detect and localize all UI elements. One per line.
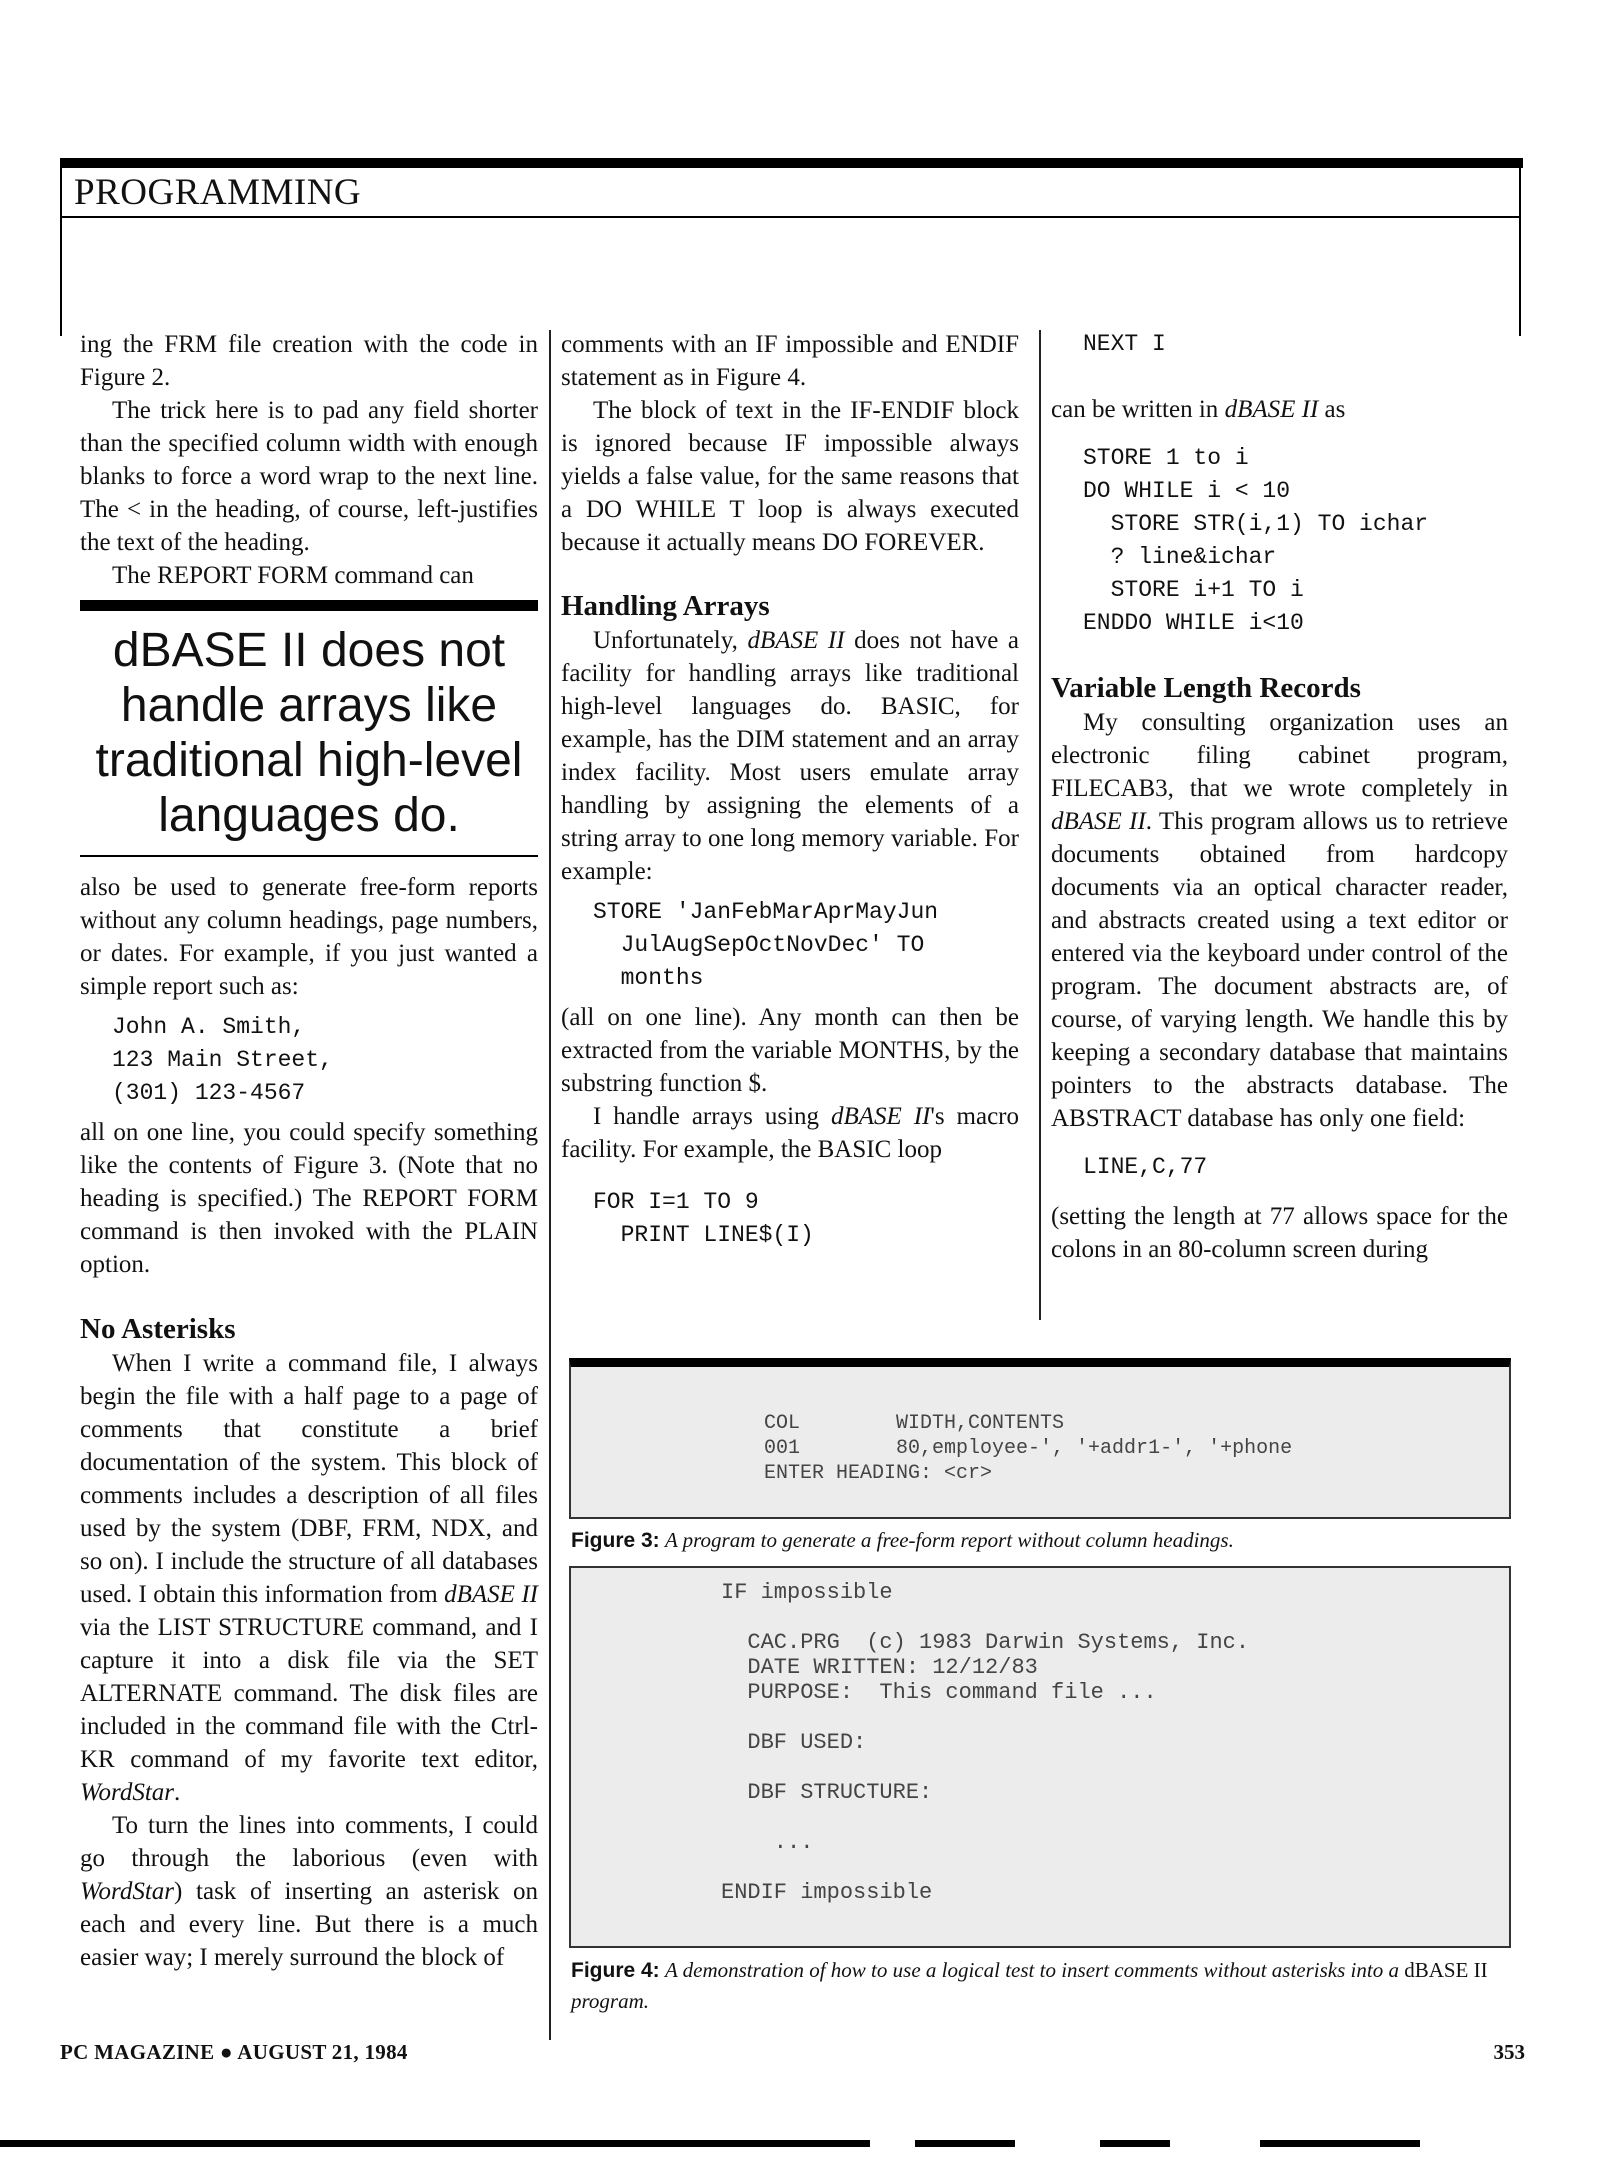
paragraph: (setting the length at 77 allows space for the colons in an 80-column screen during: [1051, 1203, 1508, 1263]
paragraph: Unfortunately, dBASE II does not have a facility for handling arrays like traditional high-level languages do. BASIC, for example, has the DIM statement and an array index facility. Most users emulate array handling by assigning the elements of a string array to one long memory variable. For example:: [561, 627, 1019, 885]
figure-4-box: [569, 1566, 1511, 1948]
edge-bar: [0, 2140, 870, 2147]
subheading-no-asterisks: No Asterisks: [80, 1313, 236, 1345]
pull-quote-bottom-rule: [80, 855, 538, 857]
pull-quote-top-bar: [80, 600, 538, 611]
edge-bar: [1100, 2140, 1170, 2147]
frame-left-line: [60, 218, 62, 336]
figure-3-box: [569, 1358, 1511, 1519]
paragraph: The block of text in the IF-ENDIF block is ignored because IF impossible always yields a false value, for the same reasons that a DO WHILE T loop is always executed because it actually means DO FOREVER.: [561, 397, 1019, 556]
pull-quote-text: dBASE II does not handle arrays like traditional high-level languages do.: [95, 624, 523, 842]
code-example: STORE 1 to i DO WHILE i < 10 STORE STR(i,1) TO ichar ? line&ichar STORE i+1 TO i ENDDO WHILE i<10: [1083, 445, 1429, 636]
code-example: LINE,C,77: [1083, 1154, 1208, 1180]
column-divider-2: [1039, 330, 1041, 1320]
code-example: FOR I=1 TO 9 PRINT LINE$(I): [593, 1189, 814, 1248]
paragraph: (all on one line). Any month can then be extracted from the variable MONTHS, by the substring function $.: [561, 1004, 1019, 1097]
paragraph: My consulting organization uses an electronic filing cabinet program, FILECAB3, that we wrote completely in dBASE II. This program allows us to retrieve documents obtained from hardcopy documents via an optical character reader, and abstracts created using a text editor or entered via the keyboard under control of the program. The document abstracts are, of course, of varying length. We handle this by keeping a secondary database that maintains pointers to the abstracts database. The ABSTRACT database has only one field:: [1051, 709, 1508, 1132]
paragraph: can be written in dBASE II as: [1051, 396, 1346, 423]
figure-3-code: COL WIDTH,CONTENTS 001 80,employee-', '+addr1-', '+phone ENTER HEADING: <cr>: [764, 1412, 1293, 1485]
header-top-rule: [60, 158, 1523, 168]
subheading-handling-arrays: Handling Arrays: [561, 590, 770, 622]
edge-bar: [915, 2140, 1015, 2147]
pull-quote: [80, 600, 538, 857]
edge-bar: [1260, 2140, 1420, 2147]
code-example: NEXT I: [1083, 331, 1166, 357]
column-2: [561, 328, 1019, 1252]
code-example: STORE 'JanFebMarAprMayJun JulAugSepOctNovDec' TO months: [593, 899, 939, 991]
paragraph: The trick here is to pad any field shorter than the specified column width with enough blanks to force a word wrap to the next line. The < in the heading, of course, left-justifies the text of the heading.: [80, 397, 538, 556]
figure-3-caption: Figure 3: A program to generate a free-form report without column headings.: [571, 1528, 1234, 1552]
scan-edge-bars: [0, 2140, 1618, 2154]
paragraph: To turn the lines into comments, I could go through the laborious (even with WordStar) task of inserting an asterisk on each and every line. But there is a much easier way; I merely surround the block of: [80, 1812, 538, 1971]
figure-4-caption: Figure 4: A demonstration of how to use a logical test to insert comments without asterisks into a dBASE II program.: [571, 1958, 1488, 2013]
column-divider-1: [549, 330, 551, 2040]
paragraph: all on one line, you could specify something like the contents of Figure 3. (Note that no heading is specified.) The REPORT FORM command is then invoked with the PLAIN option.: [80, 1119, 538, 1278]
column-3: [1051, 328, 1508, 1266]
paragraph: The REPORT FORM command can: [112, 562, 474, 589]
publication-line: PC MAGAZINE ● AUGUST 21, 1984: [60, 2040, 408, 2064]
section-title: PROGRAMMING: [74, 172, 362, 213]
paragraph: I handle arrays using dBASE II's macro facility. For example, the BASIC loop: [561, 1103, 1019, 1163]
column-1: [80, 328, 538, 1974]
frame-right-line: [1519, 218, 1521, 336]
code-example: John A. Smith, 123 Main Street, (301) 123-4567: [112, 1014, 333, 1106]
subheading-variable-length-records: Variable Length Records: [1051, 672, 1361, 704]
paragraph: When I write a command file, I always begin the file with a half page to a page of comments that constitute a brief documentation of the system. This block of comments includes a description of all files used by the system (DBF, FRM, NDX, and so on). I include the structure of all databases used. I obtain this information from dBASE II via the LIST STRUCTURE command, and I capture it into a disk file via the SET ALTERNATE command. The disk files are included in the command file with the Ctrl-KR command of my favorite text editor, WordStar.: [80, 1350, 539, 1806]
paragraph: also be used to generate free-form reports without any column headings, page numbers, or dates. For example, if you just wanted a simple report such as:: [80, 874, 538, 1000]
paragraph: ing the FRM file creation with the code in Figure 2.: [80, 331, 538, 391]
paragraph: comments with an IF impossible and ENDIF statement as in Figure 4.: [561, 331, 1019, 391]
figure-4-code: IF impossible CAC.PRG (c) 1983 Darwin Systems, Inc. DATE WRITTEN: 12/12/83 PURPOSE: This command file ... DBF USED: DBF STRUCTURE: ... ENDIF impossible: [721, 1580, 1250, 1905]
page-number: 353: [1493, 2040, 1525, 2064]
